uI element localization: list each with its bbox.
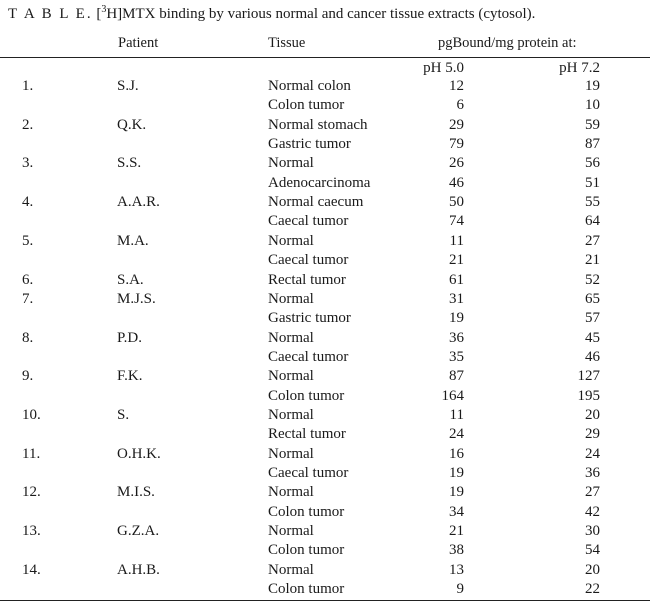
table-row (0, 117, 650, 136)
table-row (0, 78, 650, 97)
row-tissue: Colon tumor (268, 97, 345, 114)
row-patient: S.J. (117, 78, 139, 94)
row-ph72-value: 55 (585, 194, 600, 211)
row-ph72-value: 59 (585, 116, 600, 133)
row-ph5-value: 9 (456, 581, 464, 598)
row-ph5-value: 74 (449, 213, 464, 230)
row-number: 13. (22, 523, 41, 540)
row-ph5-value: 29 (449, 116, 464, 133)
row-ph72-value: 64 (585, 213, 600, 230)
row-tissue: Rectal tumor (268, 426, 346, 443)
row-ph5-value: 164 (441, 387, 464, 404)
row-patient: Q.K. (117, 116, 147, 133)
table-row (0, 484, 650, 503)
row-number: 1. (22, 78, 34, 94)
table-row (0, 388, 650, 407)
row-patient: S.S. (117, 155, 142, 172)
row-tissue: Gastric tumor (268, 310, 351, 327)
table-row (0, 581, 650, 600)
table-row (0, 194, 650, 213)
row-ph72-value: 20 (585, 406, 600, 423)
caption-bracket: [ (96, 6, 102, 22)
table-row (0, 213, 650, 232)
header-patient: Patient (118, 35, 159, 51)
caption-superscript: 3 (101, 4, 107, 15)
row-patient: S.A. (117, 271, 144, 288)
row-patient: O.H.K. (117, 445, 161, 462)
row-ph5-value: 11 (449, 406, 464, 423)
row-tissue: Colon tumor (268, 581, 345, 598)
table-row (0, 175, 650, 194)
row-ph5-value: 79 (449, 136, 464, 153)
row-ph5-value: 16 (449, 445, 464, 462)
row-tissue: Caecal tumor (268, 465, 349, 481)
row-ph5-value: 35 (449, 348, 464, 365)
row-ph5-value: 87 (449, 368, 464, 385)
row-ph72-value: 10 (585, 97, 600, 114)
row-number: 6. (22, 271, 34, 288)
row-ph72-value: 21 (585, 252, 600, 269)
row-ph5-value: 24 (449, 426, 464, 443)
table-row (0, 97, 650, 116)
row-ph72-value: 30 (585, 523, 600, 540)
header-ph-b: pH 7.2 (559, 60, 600, 76)
row-patient: F.K. (117, 368, 143, 385)
row-ph5-value: 13 (449, 561, 464, 578)
row-ph5-value: 19 (449, 310, 464, 327)
row-tissue: Normal (268, 290, 314, 307)
row-ph72-value: 51 (585, 174, 600, 191)
row-ph72-value: 20 (585, 561, 600, 578)
row-patient: P.D. (117, 329, 143, 346)
row-patient: A.H.B. (117, 561, 160, 578)
row-tissue: Normal (268, 484, 314, 501)
row-number: 12. (22, 484, 41, 501)
footer-rule (0, 600, 650, 601)
row-tissue: Adenocarcinoma (268, 174, 371, 191)
table-row (0, 465, 650, 484)
row-tissue: Gastric tumor (268, 136, 351, 153)
row-ph72-value: 22 (585, 581, 600, 598)
row-ph72-value: 27 (585, 484, 600, 501)
row-ph5-value: 38 (449, 542, 464, 559)
table-caption (8, 4, 535, 23)
row-tissue: Rectal tumor (268, 271, 346, 288)
table-row (0, 523, 650, 542)
row-ph72-value: 19 (585, 78, 600, 94)
row-ph5-value: 19 (449, 484, 464, 501)
row-patient: S. (117, 406, 130, 423)
row-tissue: Normal (268, 329, 314, 346)
header-rule (0, 57, 650, 58)
row-ph5-value: 21 (449, 523, 464, 540)
row-tissue: Normal (268, 561, 314, 578)
row-ph72-value: 87 (585, 136, 600, 153)
row-ph72-value: 57 (585, 310, 600, 327)
caption-text: H]MTX binding by various normal and cancer tissue extracts (cytosol). (106, 6, 536, 22)
row-ph5-value: 36 (449, 329, 464, 346)
row-ph5-value: 61 (449, 271, 464, 288)
header-tissue: Tissue (268, 35, 306, 51)
row-tissue: Normal (268, 445, 314, 462)
row-patient: G.Z.A. (117, 523, 160, 540)
row-tissue: Colon tumor (268, 542, 345, 559)
table-row (0, 368, 650, 387)
row-number: 4. (22, 194, 34, 211)
row-tissue: Normal (268, 406, 314, 423)
row-ph72-value: 65 (585, 290, 600, 307)
row-tissue: Normal (268, 368, 314, 385)
row-ph72-value: 36 (585, 465, 600, 481)
row-ph72-value: 46 (585, 348, 600, 365)
row-ph72-value: 52 (585, 271, 600, 288)
table-row (0, 291, 650, 310)
table-row (0, 136, 650, 155)
row-ph72-value: 56 (585, 155, 600, 172)
row-patient: M.A. (117, 232, 149, 249)
table-row (0, 310, 650, 329)
row-number: 8. (22, 329, 34, 346)
row-ph72-value: 27 (585, 232, 600, 249)
row-patient: A.A.R. (117, 194, 160, 211)
row-ph72-value: 127 (577, 368, 600, 385)
row-ph5-value: 11 (449, 232, 464, 249)
row-number: 10. (22, 406, 41, 423)
row-ph72-value: 29 (585, 426, 600, 443)
table-row (0, 504, 650, 523)
row-tissue: Normal caecum (268, 194, 364, 211)
row-ph72-value: 24 (585, 445, 600, 462)
table-row (0, 272, 650, 291)
row-ph5-value: 26 (449, 155, 464, 172)
table-row (0, 330, 650, 349)
row-number: 14. (22, 561, 41, 578)
row-ph5-value: 12 (449, 78, 464, 94)
table-row (0, 233, 650, 252)
row-number: 7. (22, 290, 34, 307)
row-number: 2. (22, 116, 34, 133)
row-number: 5. (22, 232, 34, 249)
table-row (0, 252, 650, 271)
row-tissue: Caecal tumor (268, 213, 349, 230)
row-tissue: Normal (268, 523, 314, 540)
row-ph5-value: 34 (449, 503, 464, 520)
table-row (0, 426, 650, 445)
row-ph72-value: 195 (577, 387, 600, 404)
caption-label: T A B L E. (8, 6, 93, 22)
row-tissue: Caecal tumor (268, 252, 349, 269)
table-row (0, 155, 650, 174)
row-ph5-value: 6 (456, 97, 464, 114)
row-ph72-value: 42 (585, 503, 600, 520)
row-tissue: Normal (268, 232, 314, 249)
row-ph5-value: 50 (449, 194, 464, 211)
row-ph5-value: 46 (449, 174, 464, 191)
row-ph72-value: 54 (585, 542, 600, 559)
row-tissue: Caecal tumor (268, 348, 349, 365)
row-patient: M.I.S. (117, 484, 155, 501)
row-number: 3. (22, 155, 34, 172)
header-measure: pgBound/mg protein at: (438, 35, 577, 51)
table-row (0, 349, 650, 368)
row-ph72-value: 45 (585, 329, 600, 346)
table-row (0, 446, 650, 465)
row-tissue: Normal colon (268, 78, 351, 94)
table-row (0, 562, 650, 581)
row-tissue: Colon tumor (268, 503, 345, 520)
row-tissue: Normal stomach (268, 116, 368, 133)
header-ph-a: pH 5.0 (423, 60, 464, 76)
row-patient: M.J.S. (117, 290, 156, 307)
row-ph5-value: 21 (449, 252, 464, 269)
row-number: 11. (22, 445, 41, 462)
row-tissue: Normal (268, 155, 314, 172)
row-ph5-value: 31 (449, 290, 464, 307)
row-tissue: Colon tumor (268, 387, 345, 404)
row-ph5-value: 19 (449, 465, 464, 481)
row-number: 9. (22, 368, 34, 385)
table-row (0, 542, 650, 561)
table-row (0, 407, 650, 426)
